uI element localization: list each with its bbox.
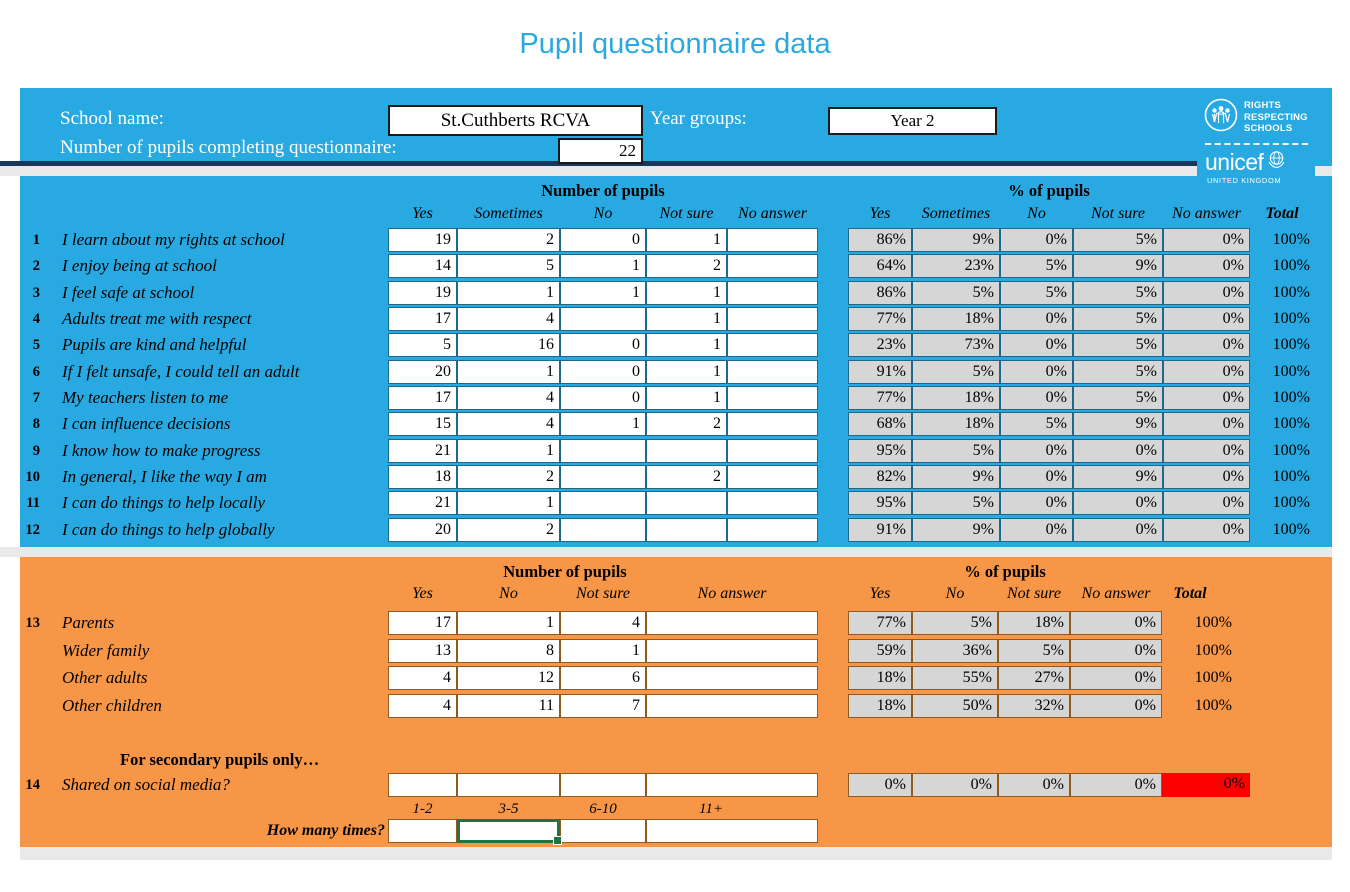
count-cell-no-answer[interactable]: [727, 465, 818, 489]
question-number: 3: [32, 284, 40, 301]
times-cell-3-5-selected[interactable]: [457, 819, 560, 843]
count-cell-not-sure[interactable]: 1: [646, 386, 727, 410]
count-cell-no-answer[interactable]: [646, 639, 818, 663]
pct-cell-no-answer[interactable]: 0%: [1163, 333, 1250, 357]
unicef-rrs-logo: [1197, 90, 1315, 200]
count-cell-yes[interactable]: 5: [388, 333, 457, 357]
count-cell-not-sure[interactable]: [560, 773, 646, 797]
pct-cell-not-sure[interactable]: 5%: [998, 639, 1070, 663]
question-row: [20, 281, 1332, 305]
pct-cell-no-answer[interactable]: 0%: [1163, 386, 1250, 410]
count-cell-no-answer[interactable]: [727, 360, 818, 384]
row-total: 100%: [1272, 336, 1310, 354]
year-groups-label: Year groups:: [650, 108, 747, 129]
count-cell-no-answer[interactable]: [727, 491, 818, 515]
row-total: 100%: [1194, 641, 1232, 659]
pupil-count-label: Number of pupils completing questionnaire:: [60, 137, 397, 158]
row-total: 100%: [1272, 231, 1310, 248]
unicef-globe-icon: [1266, 149, 1287, 175]
question-number: 1: [32, 232, 40, 248]
pct-cell-sometimes[interactable]: 5%: [912, 281, 1000, 305]
who-label: Other children: [62, 696, 162, 716]
row-total: 100%: [1194, 669, 1232, 687]
count-cell-yes[interactable]: 13: [388, 639, 457, 663]
pct-col-header-no-answer: No answer: [1081, 585, 1151, 602]
pct-cell-sometimes[interactable]: 73%: [912, 333, 1000, 357]
pct-cell-no[interactable]: 0%: [1000, 307, 1073, 331]
col-header-not-sure: Not sure: [575, 585, 631, 602]
pct-cell-yes[interactable]: 86%: [848, 281, 912, 305]
pct-cell-not-sure[interactable]: 0%: [998, 773, 1070, 797]
question-row: [20, 491, 1332, 515]
question-row: [20, 254, 1332, 278]
pct-cell-no[interactable]: 0%: [1000, 228, 1073, 252]
pct-cell-no-answer[interactable]: 0%: [1070, 639, 1162, 663]
count-cell-no[interactable]: [560, 439, 646, 463]
times-label-1-2: 1-2: [412, 801, 433, 817]
pct-cell-not-sure[interactable]: 5%: [1073, 386, 1163, 410]
count-cell-no-answer[interactable]: [646, 611, 818, 635]
count-cell-not-sure[interactable]: 1: [646, 333, 727, 357]
times-cell-1-2[interactable]: [388, 819, 457, 843]
pupil-count-input[interactable]: 22: [558, 138, 643, 164]
row-total: 100%: [1272, 520, 1310, 538]
pct-header: % of pupils: [964, 562, 1046, 581]
count-cell-yes[interactable]: 18: [388, 465, 457, 489]
question-row: [20, 412, 1332, 436]
pct-col-header-not-sure: Not sure: [1006, 585, 1062, 602]
divider-strip-bottom: [20, 847, 1332, 860]
count-cell-not-sure[interactable]: [646, 518, 727, 542]
count-cell-sometimes[interactable]: 2: [457, 518, 560, 542]
pct-cell-sometimes[interactable]: 23%: [912, 254, 1000, 278]
count-cell-sometimes[interactable]: 4: [457, 307, 560, 331]
question-number: 6: [32, 363, 40, 380]
times-label-11plus: 11+: [698, 801, 723, 817]
count-cell-yes[interactable]: 15: [388, 412, 457, 436]
header-band: [20, 88, 1332, 166]
who-label: Other adults: [62, 668, 148, 688]
count-cell-no[interactable]: 11: [457, 694, 560, 718]
pct-col-header-no: No: [945, 585, 965, 602]
pct-cell-no-answer[interactable]: 0%: [1163, 412, 1250, 436]
pct-cell-sometimes[interactable]: 9%: [912, 228, 1000, 252]
count-cell-yes[interactable]: 4: [388, 666, 457, 690]
school-name-label: School name:: [60, 108, 164, 129]
question-number: 4: [32, 311, 40, 328]
divider-strip-middle: [0, 547, 1332, 557]
pct-cell-yes[interactable]: 23%: [848, 333, 912, 357]
count-cell-no[interactable]: 0: [560, 228, 646, 252]
pct-cell-not-sure[interactable]: 5%: [1073, 307, 1163, 331]
who-row: [20, 694, 1332, 718]
pct-cell-yes[interactable]: 18%: [848, 666, 912, 690]
social-media-question: Shared on social media?: [62, 775, 230, 794]
count-cell-sometimes[interactable]: 1: [457, 281, 560, 305]
count-cell-no-answer[interactable]: [727, 254, 818, 278]
question-text: In general, I like the way I am: [62, 467, 267, 487]
count-cell-no[interactable]: 1: [560, 412, 646, 436]
social-media-row: [20, 773, 1332, 797]
count-cell-not-sure[interactable]: 2: [646, 465, 727, 489]
count-cell-no-answer[interactable]: [727, 386, 818, 410]
unicef-wordmark: unicef: [1205, 149, 1264, 175]
count-cell-no-answer[interactable]: [646, 694, 818, 718]
school-name-input[interactable]: St.Cuthberts RCVA: [388, 105, 643, 136]
pct-cell-yes[interactable]: 95%: [848, 491, 912, 515]
question-number: 14: [25, 777, 40, 793]
count-cell-yes[interactable]: 20: [388, 518, 457, 542]
question-row: [20, 386, 1332, 410]
question-row: [20, 228, 1332, 252]
count-cell-no[interactable]: 1: [560, 281, 646, 305]
pct-cell-no[interactable]: 36%: [912, 639, 998, 663]
count-cell-yes[interactable]: 20: [388, 360, 457, 384]
count-cell-sometimes[interactable]: 4: [457, 386, 560, 410]
question-text: My teachers listen to me: [62, 388, 229, 408]
question-number: 2: [32, 258, 40, 275]
pct-cell-no-answer[interactable]: 0%: [1163, 465, 1250, 489]
pct-cell-no[interactable]: 55%: [912, 666, 998, 690]
pct-cell-no[interactable]: 0%: [1000, 386, 1073, 410]
count-cell-no[interactable]: 0: [560, 360, 646, 384]
total-col-header: Total: [1173, 585, 1207, 602]
who-label: Parents: [62, 613, 115, 632]
count-cell-no-answer[interactable]: [646, 773, 818, 797]
rrs-children-circle-icon: [1203, 97, 1239, 138]
counts-header: Number of pupils: [541, 181, 665, 200]
row-total: 100%: [1272, 362, 1310, 380]
pct-cell-no-answer[interactable]: 0%: [1163, 307, 1250, 331]
count-cell-not-sure[interactable]: 1: [560, 639, 646, 663]
pct-cell-yes[interactable]: 86%: [848, 228, 912, 252]
pct-col-header-sometimes: Sometimes: [921, 205, 991, 222]
count-cell-not-sure[interactable]: [646, 491, 727, 515]
count-cell-not-sure[interactable]: 1: [646, 228, 727, 252]
count-cell-not-sure[interactable]: 1: [646, 360, 727, 384]
count-cell-no-answer[interactable]: [727, 281, 818, 305]
count-cell-sometimes[interactable]: 2: [457, 465, 560, 489]
count-cell-not-sure[interactable]: 6: [560, 666, 646, 690]
question-row: [20, 439, 1332, 463]
pct-cell-not-sure[interactable]: 5%: [1073, 360, 1163, 384]
pct-cell-sometimes[interactable]: 5%: [912, 439, 1000, 463]
pct-cell-sometimes[interactable]: 18%: [912, 307, 1000, 331]
pct-cell-no[interactable]: 0%: [1000, 439, 1073, 463]
pct-cell-no-answer[interactable]: 0%: [1070, 773, 1162, 797]
count-cell-yes[interactable]: 19: [388, 281, 457, 305]
question-text: Pupils are kind and helpful: [62, 335, 247, 355]
count-cell-no[interactable]: [457, 773, 560, 797]
col-header-yes: Yes: [412, 585, 433, 602]
count-cell-not-sure[interactable]: 4: [560, 611, 646, 635]
pct-cell-no-answer[interactable]: 0%: [1163, 228, 1250, 252]
pct-cell-yes[interactable]: 0%: [848, 773, 912, 797]
question-text: I enjoy being at school: [62, 256, 217, 276]
count-cell-not-sure[interactable]: 7: [560, 694, 646, 718]
pct-cell-no[interactable]: 5%: [1000, 254, 1073, 278]
pct-cell-yes[interactable]: 91%: [848, 518, 912, 542]
how-many-times-label: How many times?: [266, 822, 385, 839]
row-total: 100%: [1272, 415, 1310, 433]
pct-cell-not-sure[interactable]: 5%: [1073, 228, 1163, 252]
count-cell-sometimes[interactable]: 2: [457, 228, 560, 252]
count-cell-yes[interactable]: 17: [388, 307, 457, 331]
question-number: 13: [25, 615, 40, 631]
pct-cell-no-answer[interactable]: 0%: [1163, 254, 1250, 278]
page-title: Pupil questionnaire data: [519, 28, 831, 60]
pct-cell-not-sure[interactable]: 5%: [1073, 281, 1163, 305]
row-total: 100%: [1272, 283, 1310, 301]
counts-header: Number of pupils: [503, 562, 627, 581]
count-cell-yes[interactable]: 14: [388, 254, 457, 278]
count-cell-no[interactable]: 1: [560, 254, 646, 278]
pct-cell-sometimes[interactable]: 18%: [912, 386, 1000, 410]
pct-cell-no[interactable]: 0%: [912, 773, 998, 797]
pct-cell-yes[interactable]: 59%: [848, 639, 912, 663]
count-cell-no[interactable]: [560, 465, 646, 489]
logo-dashed-divider: [1205, 143, 1308, 145]
row-total: 100%: [1272, 310, 1310, 328]
count-cell-sometimes[interactable]: 4: [457, 412, 560, 436]
count-cell-sometimes[interactable]: 16: [457, 333, 560, 357]
pct-col-header-not-sure: Not sure: [1090, 205, 1146, 222]
pct-cell-sometimes[interactable]: 18%: [912, 412, 1000, 436]
pct-cell-sometimes[interactable]: 5%: [912, 360, 1000, 384]
question-number: 9: [32, 442, 40, 459]
question-text: I learn about my rights at school: [62, 230, 285, 249]
count-cell-not-sure[interactable]: 2: [646, 254, 727, 278]
divider-strip-top: [0, 166, 1332, 176]
question-text: If I felt unsafe, I could tell an adult: [62, 361, 300, 381]
pct-cell-not-sure[interactable]: 18%: [998, 611, 1070, 635]
pct-cell-yes[interactable]: 68%: [848, 412, 912, 436]
pct-cell-not-sure[interactable]: 9%: [1073, 254, 1163, 278]
row-total: 100%: [1194, 614, 1232, 631]
who-row: [20, 639, 1332, 663]
pct-cell-no-answer[interactable]: 0%: [1163, 439, 1250, 463]
count-cell-yes[interactable]: [388, 773, 457, 797]
row-total: 100%: [1272, 468, 1310, 486]
pct-col-header-no: No: [1027, 205, 1046, 222]
col-header-no: No: [499, 585, 518, 602]
count-cell-sometimes[interactable]: 1: [457, 439, 560, 463]
question-text: I feel safe at school: [62, 282, 195, 302]
pct-cell-not-sure[interactable]: 5%: [1073, 333, 1163, 357]
count-cell-sometimes[interactable]: 1: [457, 360, 560, 384]
pct-cell-no-answer[interactable]: 0%: [1163, 281, 1250, 305]
question-row: [20, 333, 1332, 357]
pct-cell-yes[interactable]: 91%: [848, 360, 912, 384]
count-cell-no-answer[interactable]: [646, 666, 818, 690]
question-number: 7: [32, 390, 40, 407]
col-header-sometimes: Sometimes: [474, 205, 543, 222]
question-rows: [20, 228, 1332, 542]
who-rows: [20, 611, 1332, 718]
count-cell-sometimes[interactable]: 5: [457, 254, 560, 278]
who-row: [20, 611, 1332, 635]
question-text: I can influence decisions: [62, 414, 231, 434]
pct-cell-no[interactable]: 5%: [1000, 412, 1073, 436]
count-cell-no[interactable]: [560, 491, 646, 515]
count-cell-yes[interactable]: 17: [388, 386, 457, 410]
question-number: 5: [32, 337, 40, 354]
question-number: 10: [25, 469, 40, 486]
social-total-cell-alert[interactable]: 0%: [1162, 773, 1250, 797]
count-cell-no[interactable]: 12: [457, 666, 560, 690]
primary-questions-table: [20, 176, 1332, 547]
question-row: [20, 307, 1332, 331]
pct-cell-no-answer[interactable]: 0%: [1070, 694, 1162, 718]
pct-col-header-yes: Yes: [869, 205, 891, 222]
count-cell-no-answer[interactable]: [727, 333, 818, 357]
count-cell-yes[interactable]: 17: [388, 611, 457, 635]
count-cell-not-sure[interactable]: [646, 439, 727, 463]
who-row: [20, 666, 1332, 690]
pct-cell-not-sure[interactable]: 0%: [1073, 491, 1163, 515]
times-cell-11plus[interactable]: [646, 819, 818, 843]
pct-cell-yes[interactable]: 77%: [848, 307, 912, 331]
pct-cell-sometimes[interactable]: 9%: [912, 465, 1000, 489]
question-text: I know how to make progress: [62, 440, 261, 460]
col-header-yes: Yes: [412, 205, 433, 222]
pct-cell-not-sure[interactable]: 0%: [1073, 518, 1163, 542]
row-total: 100%: [1272, 494, 1310, 512]
count-cell-yes[interactable]: 21: [388, 491, 457, 515]
pct-cell-sometimes[interactable]: 9%: [912, 518, 1000, 542]
pct-cell-no[interactable]: 0%: [1000, 465, 1073, 489]
count-cell-yes[interactable]: 21: [388, 439, 457, 463]
count-cell-no-answer[interactable]: [727, 307, 818, 331]
pct-cell-no[interactable]: 0%: [1000, 518, 1073, 542]
question-row: [20, 518, 1332, 542]
unicef-uk-label: UNITED KINGDOM: [1207, 176, 1282, 185]
times-cell-6-10[interactable]: [560, 819, 646, 843]
question-number: 12: [25, 521, 40, 538]
pct-cell-not-sure[interactable]: 27%: [998, 666, 1070, 690]
rrs-wordmark: RIGHTS RESPECTING SCHOOLS: [1244, 100, 1308, 135]
pct-cell-yes[interactable]: 95%: [848, 439, 912, 463]
count-cell-yes[interactable]: 19: [388, 228, 457, 252]
who-label: Wider family: [62, 640, 150, 660]
secondary-questions-table: [20, 557, 1332, 847]
count-cell-sometimes[interactable]: 1: [457, 491, 560, 515]
total-col-header: Total: [1265, 205, 1299, 222]
question-row: [20, 465, 1332, 489]
col-header-no-answer: No answer: [697, 585, 767, 602]
count-cell-no-answer[interactable]: [727, 439, 818, 463]
times-label-3-5: 3-5: [498, 801, 519, 817]
count-cell-no[interactable]: 0: [560, 333, 646, 357]
pct-cell-no-answer[interactable]: 0%: [1163, 518, 1250, 542]
count-cell-not-sure[interactable]: 2: [646, 412, 727, 436]
count-cell-no[interactable]: [560, 518, 646, 542]
count-cell-no[interactable]: 0: [560, 386, 646, 410]
pct-cell-not-sure[interactable]: 9%: [1073, 465, 1163, 489]
pct-cell-no[interactable]: 5%: [1000, 281, 1073, 305]
question-row: [20, 360, 1332, 384]
secondary-pupils-note: For secondary pupils only…: [120, 750, 320, 769]
pct-cell-sometimes[interactable]: 5%: [912, 491, 1000, 515]
pct-cell-no[interactable]: 0%: [1000, 491, 1073, 515]
pct-cell-no-answer[interactable]: 0%: [1163, 491, 1250, 515]
pct-cell-not-sure[interactable]: 9%: [1073, 412, 1163, 436]
count-cell-no[interactable]: 8: [457, 639, 560, 663]
count-cell-no-answer[interactable]: [727, 518, 818, 542]
row-total: 100%: [1194, 697, 1232, 715]
question-number: 8: [32, 416, 40, 433]
pct-cell-yes[interactable]: 18%: [848, 694, 912, 718]
pct-cell-yes[interactable]: 82%: [848, 465, 912, 489]
question-text: I can do things to help globally: [62, 519, 275, 539]
count-cell-yes[interactable]: 4: [388, 694, 457, 718]
pct-header: % of pupils: [1008, 181, 1090, 200]
col-header-not-sure: Not sure: [659, 205, 714, 222]
col-header-no: No: [593, 205, 613, 222]
count-cell-no[interactable]: 1: [457, 611, 560, 635]
count-cell-no-answer[interactable]: [727, 228, 818, 252]
row-total: 100%: [1272, 441, 1310, 459]
pct-cell-yes[interactable]: 77%: [848, 386, 912, 410]
question-text: I can do things to help locally: [62, 493, 266, 513]
col-header-no-answer: No answer: [738, 205, 807, 222]
pct-cell-no[interactable]: 50%: [912, 694, 998, 718]
count-cell-no-answer[interactable]: [727, 412, 818, 436]
pct-cell-no-answer[interactable]: 0%: [1070, 611, 1162, 635]
count-cell-not-sure[interactable]: 1: [646, 281, 727, 305]
question-text: Adults treat me with respect: [62, 309, 252, 329]
pct-col-header-no-answer: No answer: [1172, 205, 1241, 222]
pct-cell-no[interactable]: 0%: [1000, 360, 1073, 384]
pct-cell-yes[interactable]: 64%: [848, 254, 912, 278]
row-total: 100%: [1272, 389, 1310, 407]
pct-cell-yes[interactable]: 77%: [848, 611, 912, 635]
pct-cell-not-sure[interactable]: 0%: [1073, 439, 1163, 463]
pct-cell-no[interactable]: 0%: [1000, 333, 1073, 357]
year-groups-input[interactable]: Year 2: [828, 107, 997, 135]
question-number: 11: [26, 495, 40, 512]
row-total: 100%: [1272, 257, 1310, 275]
pct-cell-not-sure[interactable]: 32%: [998, 694, 1070, 718]
count-cell-not-sure[interactable]: 1: [646, 307, 727, 331]
how-many-times-row: [20, 819, 1332, 843]
count-cell-no[interactable]: [560, 307, 646, 331]
pct-col-header-yes: Yes: [869, 585, 891, 602]
times-label-6-10: 6-10: [589, 801, 617, 817]
pct-cell-no-answer[interactable]: 0%: [1163, 360, 1250, 384]
pct-cell-no-answer[interactable]: 0%: [1070, 666, 1162, 690]
pct-cell-no[interactable]: 5%: [912, 611, 998, 635]
